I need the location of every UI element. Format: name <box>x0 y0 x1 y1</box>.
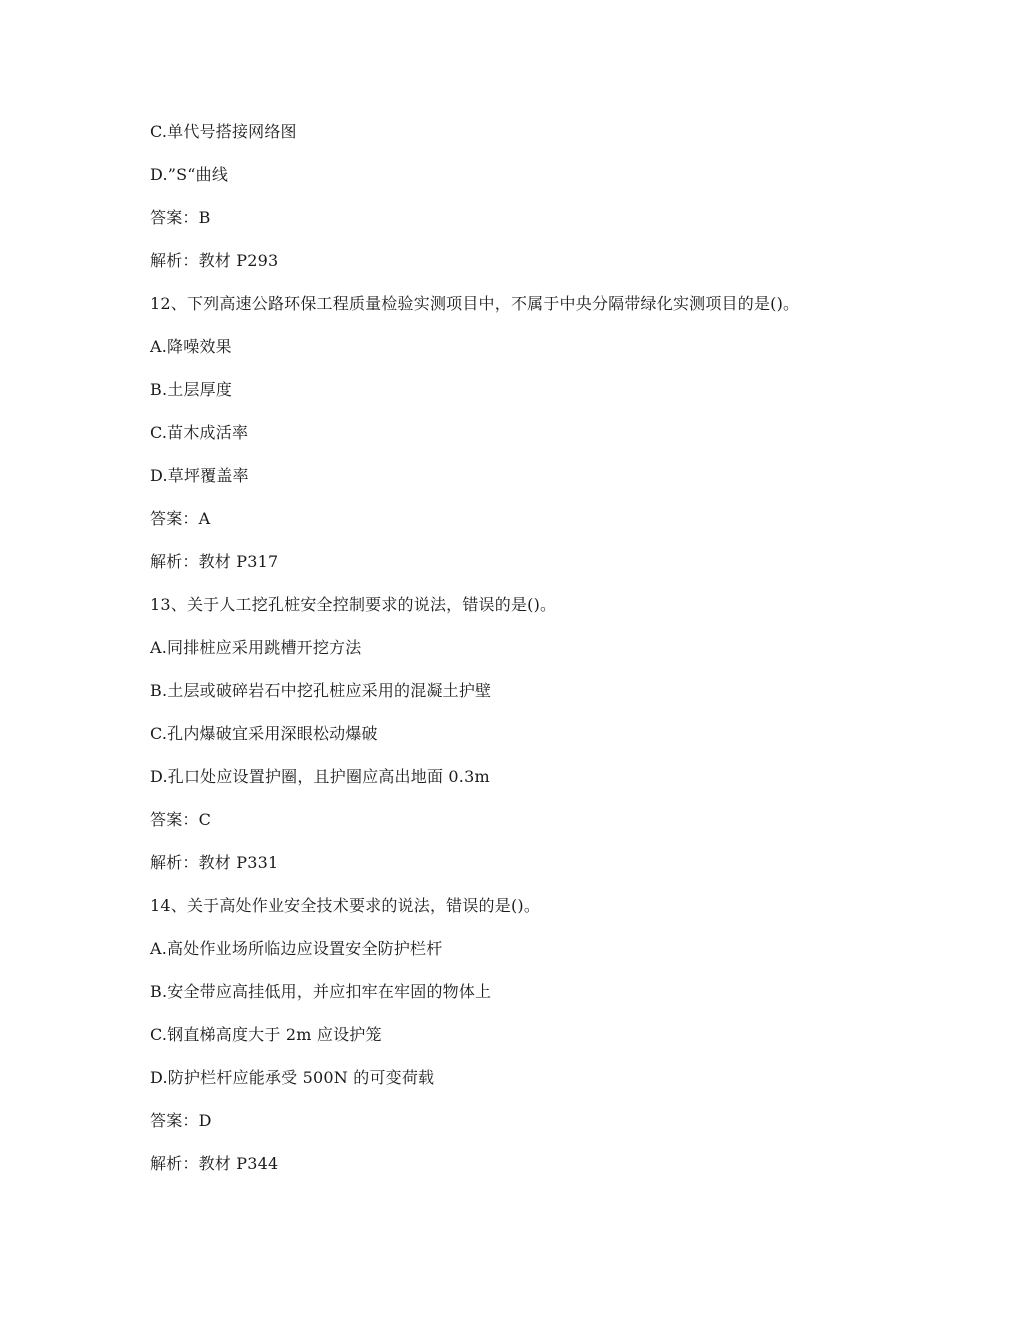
question-14: 14、关于高处作业安全技术要求的说法，错误的是()。 <box>150 896 541 915</box>
document-body <box>150 114 950 1189</box>
question-12-explanation: 解析：教材 P317 <box>150 552 279 571</box>
question-14-option-d: D.防护栏杆应能承受 500N 的可变荷载 <box>150 1068 435 1087</box>
question-13: 13、关于人工挖孔桩安全控制要求的说法，错误的是()。 <box>150 595 557 614</box>
option-d-line: D.”S“曲线 <box>150 165 229 184</box>
question-14-option-c: C.钢直梯高度大于 2m 应设护笼 <box>150 1025 382 1044</box>
question-13-option-b: B.土层或破碎岩石中挖孔桩应采用的混凝土护壁 <box>150 681 492 700</box>
question-13-option-c: C.孔内爆破宜采用深眼松动爆破 <box>150 724 378 743</box>
explanation-line: 解析：教材 P293 <box>150 251 279 270</box>
question-13-option-a: A.同排桩应采用跳槽开挖方法 <box>150 638 362 657</box>
question-14-explanation: 解析：教材 P344 <box>150 1154 279 1173</box>
question-14-option-b: B.安全带应高挂低用，并应扣牢在牢固的物体上 <box>150 982 492 1001</box>
question-14-option-a: A.高处作业场所临边应设置安全防护栏杆 <box>150 939 443 958</box>
question-14-answer: 答案：D <box>150 1111 212 1130</box>
question-13-option-d: D.孔口处应设置护圈，且护圈应高出地面 0.3m <box>150 767 490 786</box>
question-12: 12、下列高速公路环保工程质量检验实测项目中，不属于中央分隔带绿化实测项目的是()。 <box>150 294 800 313</box>
question-12-answer: 答案：A <box>150 509 211 528</box>
question-13-answer: 答案：C <box>150 810 212 829</box>
question-12-option-d: D.草坪覆盖率 <box>150 466 249 485</box>
answer-line: 答案：B <box>150 208 211 227</box>
option-c-line: C.单代号搭接网络图 <box>150 122 297 141</box>
question-13-explanation: 解析：教材 P331 <box>150 853 279 872</box>
question-12-option-b: B.土层厚度 <box>150 380 233 399</box>
question-12-option-c: C.苗木成活率 <box>150 423 249 442</box>
question-12-option-a: A.降噪效果 <box>150 337 232 356</box>
